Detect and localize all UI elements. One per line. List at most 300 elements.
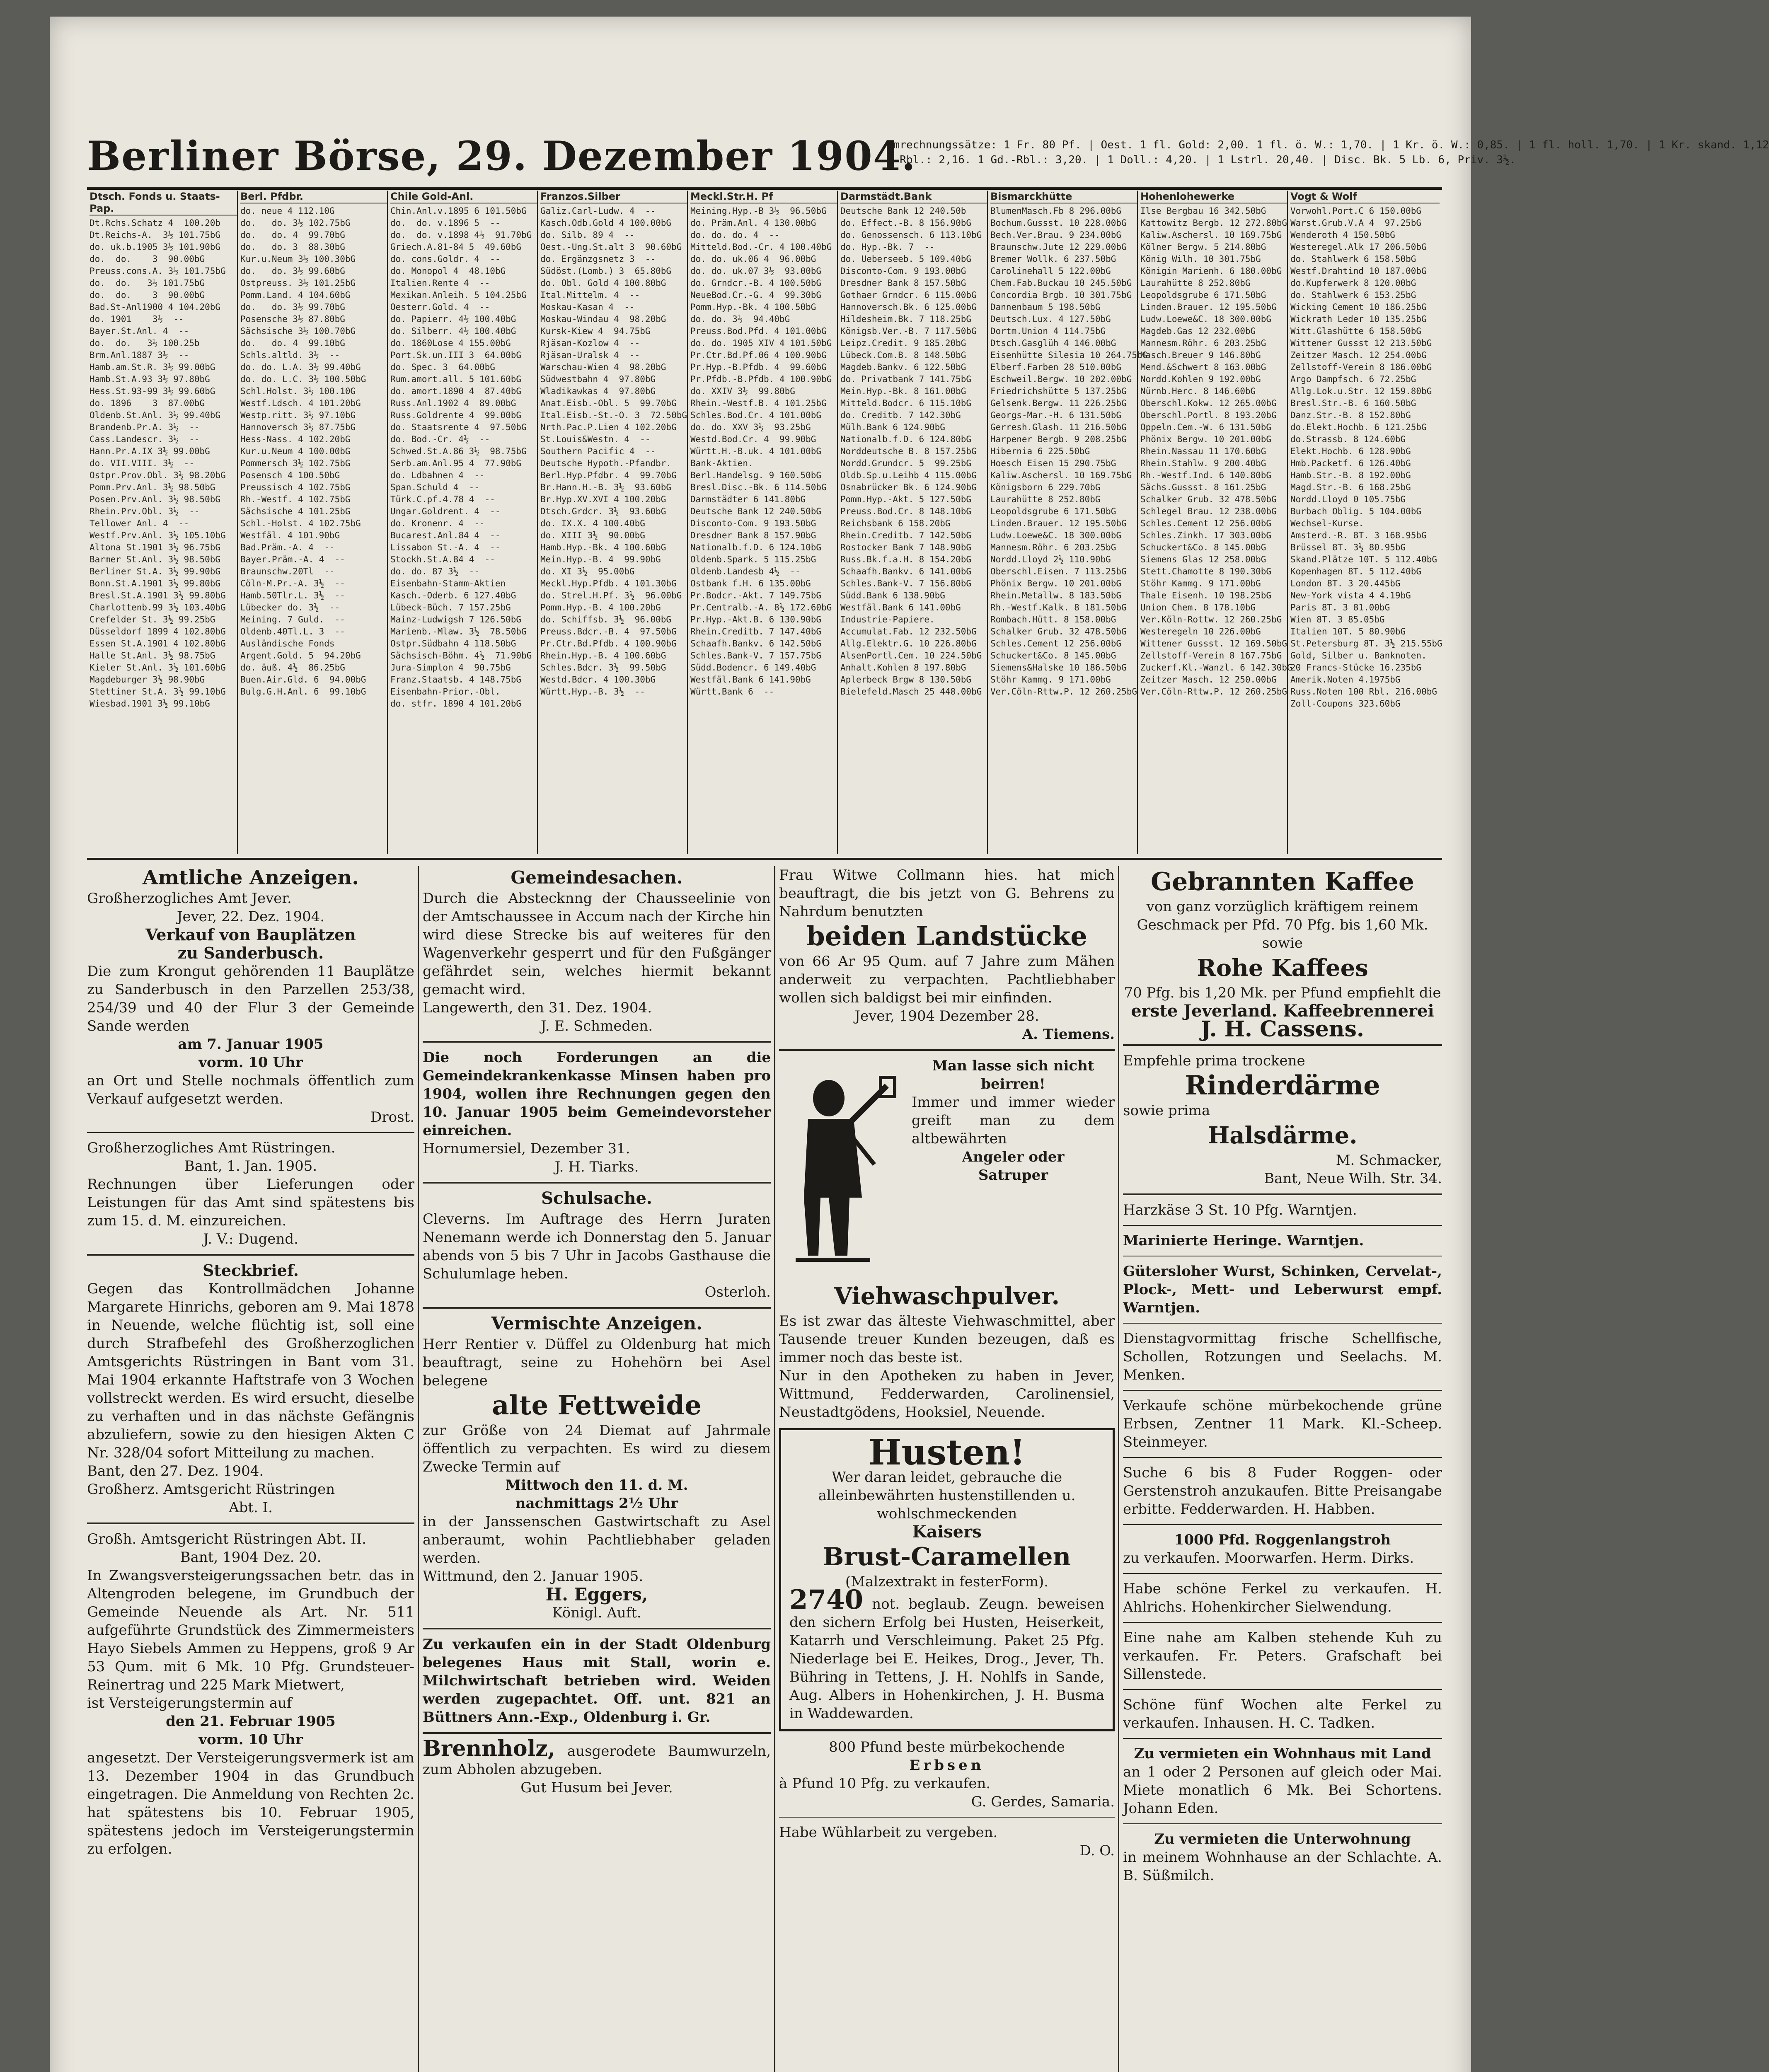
separator bbox=[1123, 1323, 1442, 1324]
table-row: Rh.-Westf.Ind. 6 140.80bG bbox=[1140, 470, 1272, 480]
table-row: Bielefeld.Masch 25 448.00bG bbox=[840, 687, 982, 697]
table-row: Linden.Brauer. 12 195.50bG bbox=[990, 518, 1127, 528]
table-row: Galiz.Carl-Ludw. 4 -- bbox=[540, 206, 656, 216]
table-row: Preuss.Bod.Pfd. 4 101.00bG bbox=[690, 326, 827, 336]
ad-line: Bant, Neue Wilh. Str. 34. bbox=[1264, 1170, 1442, 1187]
husten-ad-box bbox=[779, 1428, 1115, 1731]
table-row: do. Monopol 4 48.10bG bbox=[390, 266, 506, 276]
table-row: Zuckerf.Kl.-Wanzl. 6 142.30bG bbox=[1140, 663, 1292, 673]
table-row: Zellstoff-Verein 8 186.00bG bbox=[1290, 362, 1432, 372]
table-column-4 bbox=[537, 191, 690, 854]
separator bbox=[87, 1132, 414, 1133]
table-row: Berl.Handelsg. 9 160.50bG bbox=[690, 470, 822, 480]
ad-line: Angeler oder bbox=[962, 1149, 1065, 1165]
table-row: Bech.Ver.Brau. 9 234.00bG bbox=[990, 230, 1122, 240]
table-row: Essen St.A.1901 4 102.80bG bbox=[90, 639, 226, 649]
table-row: Skand.Plätze 10T. 5 112.40bG bbox=[1290, 554, 1437, 564]
table-row: Schaafh.Bankv. 6 142.50bG bbox=[690, 639, 822, 649]
table-row: Argent.Gold. 5 94.20bG bbox=[240, 651, 361, 661]
table-row: Wechsel-Kurse. bbox=[1290, 518, 1364, 528]
table-row: Nordd.Lloyd 0 105.75bG bbox=[1290, 494, 1406, 504]
ad-big-text: Gebrannten Kaffee bbox=[1150, 867, 1415, 896]
ad-body: angesetzt. Der Versteigerungsvermerk ist am 13. Dezember 1904 in das Grundbuch eingetragen. Die Anmeldung von Rechten 2c. hat spätestens bis 10. Februar 1905, spätestens jedoch im Versteigerungstermin zu erfolgen. bbox=[87, 1750, 414, 1857]
table-row: Kaliw.Aschersl. 10 169.75bG bbox=[1140, 230, 1282, 240]
table-row: Preussisch 4 102.75bG bbox=[240, 482, 351, 492]
table-row: Paris 8T. 3 81.00bG bbox=[1290, 603, 1390, 612]
table-row: Hannoversch.Bk. 6 125.00bG bbox=[840, 302, 977, 312]
table-row: Hann.Pr.A.IX 3½ 99.00bG bbox=[90, 446, 210, 456]
separator bbox=[87, 1254, 414, 1256]
table-row: Jura-Simplon 4 90.75bG bbox=[390, 663, 511, 673]
table-row: Mannesm.Röhr. 6 203.25bG bbox=[1140, 338, 1266, 348]
table-row: Sächsische 4 101.25bG bbox=[240, 506, 351, 516]
table-row: do. do. 4 99.10bG bbox=[240, 338, 345, 348]
table-column-3 bbox=[387, 191, 540, 854]
ad-body: Frau Witwe Collmann hies. hat mich beauftragt, die bis jetzt von G. Behrens zu Nahrdum benutzten bbox=[779, 867, 1115, 920]
table-row: Bresl.St.A.1901 3½ 99.80bG bbox=[90, 591, 226, 600]
ad-line: Bant, 1. Jan. 1905. bbox=[184, 1158, 317, 1174]
table-row: Hamb.Hyp.-Bk. 4 100.60bG bbox=[540, 542, 666, 552]
table-row: Elekt.Hochb. 6 128.90bG bbox=[1290, 446, 1411, 456]
table-row: do. do. 3½ 94.40bG bbox=[690, 314, 790, 324]
table-row: Eisenbahn-Prior.-Obl. bbox=[390, 687, 501, 697]
table-row: Altona St.1901 3½ 96.75bG bbox=[90, 542, 221, 552]
table-rows bbox=[540, 205, 688, 698]
table-row: do. Präm.Anl. 4 130.00bG bbox=[690, 218, 816, 228]
table-row: Preuss.Bod.Cr. 8 148.10bG bbox=[840, 506, 972, 516]
table-row: Hess.St.93-99 3½ 99.60bG bbox=[90, 386, 215, 396]
table-row: Wittener Gussst 12 213.50bG bbox=[1290, 338, 1432, 348]
table-row: Oesterr.Gold. 4 -- bbox=[390, 302, 490, 312]
table-row: Deutsche Bank 12 240.50bG bbox=[690, 506, 822, 516]
table-row: London 8T. 3 20.445bG bbox=[1290, 579, 1401, 588]
table-row: Ostpr.Südbahn 4 118.50bG bbox=[390, 639, 516, 649]
table-row: Posen.Prv.Anl. 3½ 98.50bG bbox=[90, 494, 221, 504]
table-row: AlsenPortl.Cem. 10 224.50bG bbox=[840, 651, 982, 661]
table-row: Masch.Breuer 9 146.80bG bbox=[1140, 350, 1261, 360]
ad-signature: Drost. bbox=[370, 1109, 414, 1126]
table-row: Schls.altld. 3½ -- bbox=[240, 350, 340, 360]
table-column-header: Dtsch. Fonds u. Staats-Pap. bbox=[90, 191, 237, 215]
table-row: Sächsisch-Böhm. 4½ 71.90bG bbox=[390, 651, 532, 661]
table-row: Oldenb.St.Anl. 3½ 99.40bG bbox=[90, 410, 221, 420]
table-row: Dresdner Bank 8 157.50bG bbox=[840, 278, 966, 288]
table-row: König Wilh. 10 301.75bG bbox=[1140, 254, 1261, 264]
table-row: do. XXIV 3½ 99.80bG bbox=[690, 386, 795, 396]
table-row: Kaliw.Aschersl. 10 169.75bG bbox=[990, 470, 1132, 480]
table-row: Hamb.am.St.R. 3½ 99.00bG bbox=[90, 362, 215, 372]
table-row: Nordd.Kohlen 9 192.00bG bbox=[1140, 374, 1261, 384]
table-row: Berl.Hyp.Pfdbr. 4 99.70bG bbox=[540, 470, 677, 480]
table-row: Lissabon St.-A. 4 -- bbox=[390, 542, 501, 552]
rates-line-2: 1 Rbl.: 2,16. 1 Gd.-Rbl.: 3,20. | 1 Doll.: 4,20. | 1 Lstrl. 20,40. | Disc. Bk. 5 Lb. 6, Priv. 3½. bbox=[887, 154, 1516, 166]
ad-big-text: Viehwaschpulver. bbox=[834, 1283, 1060, 1310]
table-row: Mülh.Bank 6 124.90bG bbox=[840, 422, 945, 432]
table-row: Italien.Rente 4 -- bbox=[390, 278, 490, 288]
table-row: Schl.-Holst. 4 102.75bG bbox=[240, 518, 361, 528]
ad-body: in der Janssenschen Gastwirtschaft zu Asel anberaumt, wohin Pachtliebhaber geladen werden. bbox=[423, 1513, 771, 1566]
table-row: do. 1860Lose 4 155.00bG bbox=[390, 338, 511, 348]
table-row: Hmb.Packetf. 6 126.40bG bbox=[1290, 458, 1411, 468]
table-column-7 bbox=[987, 191, 1148, 854]
table-column-8 bbox=[1137, 191, 1290, 854]
table-row: Nrth.Pac.P.Lien 4 102.20bG bbox=[540, 422, 677, 432]
table-row: Rh.-Westf.Kalk. 8 181.50bG bbox=[990, 603, 1127, 612]
ad-body: Dienstagvormittag frische Schellfische, Schollen, Rotzungen und Seelachs. M. Menken. bbox=[1123, 1330, 1442, 1383]
ad-body: Suche 6 bis 8 Fuder Roggen- oder Gerstenstroh anzukaufen. Bitte Preisangabe erbitte. Fedderwarden. H. Habben. bbox=[1123, 1464, 1442, 1518]
ad-signature: Gut Husum bei Jever. bbox=[520, 1779, 673, 1796]
table-rows bbox=[840, 205, 988, 698]
table-row: Russ.Noten 100 Rbl. 216.00bG bbox=[1290, 687, 1437, 697]
table-row: Südd.Bank 6 138.90bG bbox=[840, 591, 945, 600]
separator bbox=[779, 1049, 1115, 1051]
table-column-header: Franzos.Silber bbox=[540, 191, 688, 203]
table-row: do. uk.b.1905 3½ 101.90bG bbox=[90, 242, 221, 252]
table-row: Sächsische 3½ 100.70bG bbox=[240, 326, 356, 336]
table-row: Carolinehall 5 122.00bG bbox=[990, 266, 1111, 276]
ad-line: zu Sanderbusch. bbox=[177, 944, 324, 962]
table-row: Zoll-Coupons 323.60bG bbox=[1290, 699, 1401, 709]
table-row: Marienb.-Mlaw. 3½ 78.50bG bbox=[390, 627, 527, 637]
ad-body: in meinem Wohnhause an der Schlachte. A. B. Süßmilch. bbox=[1123, 1849, 1442, 1884]
table-row: Wenderoth 4 150.50bG bbox=[1290, 230, 1395, 240]
table-row: do. Hyp.-Bk. 7 -- bbox=[840, 242, 935, 252]
table-row: do. do. L.C. 3½ 100.50bG bbox=[240, 374, 366, 384]
ad-body: Wer daran leidet, gebrauche die alleinbewährten hustenstillenden u. wohlschmeckenden bbox=[818, 1469, 1076, 1522]
ad-signature: H. Eggers, bbox=[545, 1584, 648, 1605]
table-row: Deutsch.Lux. 4 127.50bG bbox=[990, 314, 1111, 324]
table-row: Rhein.Metallw. 8 183.50bG bbox=[990, 591, 1122, 600]
separator bbox=[423, 1182, 771, 1184]
table-row: do. do. do. 4 -- bbox=[690, 230, 779, 240]
table-row: Kopenhagen 8T. 5 112.40bG bbox=[1290, 566, 1422, 576]
table-row: Hamb.Str.-B. 8 192.00bG bbox=[1290, 470, 1411, 480]
table-row: Phönix Bergw. 10 201.00bG bbox=[990, 579, 1122, 588]
table-row: Nationalb.f.D. 6 124.10bG bbox=[690, 542, 822, 552]
ads-column-1 bbox=[87, 866, 414, 2072]
table-row: Tellower Anl. 4 -- bbox=[90, 518, 189, 528]
table-bottom-rule bbox=[87, 858, 1442, 860]
ad-line: Königl. Auft. bbox=[552, 1605, 641, 1621]
table-row: Posensch 4 100.50bG bbox=[240, 470, 340, 480]
table-row: do. neue 4 112.10G bbox=[240, 206, 335, 216]
ads-column-3 bbox=[779, 866, 1115, 2072]
table-row: Westf.Prv.Anl. 3½ 105.10bG bbox=[90, 530, 226, 540]
table-row: Lübeck-Büch. 7 157.25bG bbox=[390, 603, 511, 612]
table-row: Leopoldsgrube 6 171.50bG bbox=[990, 506, 1116, 516]
table-rows bbox=[390, 205, 538, 710]
ad-big-text: Rinderdärme bbox=[1185, 1070, 1380, 1101]
ad-line: nachmittags 2½ Uhr bbox=[515, 1495, 678, 1512]
table-row: Mainz-Ludwigsh 7 126.50bG bbox=[390, 615, 522, 625]
ad-body: Die noch Forderungen an die Gemeindekrankenkasse Minsen haben pro 1904, wollen ihre Rechnungen gegen den 10. Januar 1905 beim Gemeindevorsteher einreichen. bbox=[423, 1049, 771, 1139]
ad-line: beirren! bbox=[981, 1076, 1045, 1092]
table-row: do. Grndcr.-B. 4 100.50bG bbox=[690, 278, 822, 288]
table-row: do. IX.X. 4 100.40bG bbox=[540, 518, 645, 528]
table-row: Mein.Hyp.-B. 4 99.90bG bbox=[540, 554, 661, 564]
table-row: Kur.u.Neum 4 100.00bG bbox=[240, 446, 351, 456]
table-row: Bad.Präm.-A. 4 -- bbox=[240, 542, 335, 552]
table-rows bbox=[90, 217, 237, 710]
table-row: Georgs-Mar.-H. 6 131.50bG bbox=[990, 410, 1122, 420]
ad-line: Großh. Amtsgericht Rüstringen Abt. II. bbox=[87, 1531, 366, 1547]
table-row: Pomm.Land. 4 104.60bG bbox=[240, 290, 351, 300]
table-row: Cöln-M.Pr.-A. 3½ -- bbox=[240, 579, 345, 588]
table-row: Crefelder St. 3½ 99.25bG bbox=[90, 615, 215, 625]
table-row: do. Stahlwerk 6 153.25bG bbox=[1290, 290, 1416, 300]
table-row: Preuss.cons.A. 3½ 101.75bG bbox=[90, 266, 226, 276]
table-row: Bucarest.Anl.84 4 -- bbox=[390, 530, 501, 540]
table-row: do. do. 4 99.70bG bbox=[240, 230, 345, 240]
separator bbox=[1123, 1738, 1442, 1739]
table-rows bbox=[1290, 205, 1440, 710]
table-row: Nordd.Grundcr. 5 99.25bG bbox=[840, 458, 972, 468]
table-row: do. do. 3½ 101.75bG bbox=[90, 278, 205, 288]
separator bbox=[1123, 1390, 1442, 1391]
ad-body: Durch die Abstecknng der Chausseelinie von der Amtschaussee in Accum nach der Kirche hin wird diese Strecke bis auf weiteres für den Wagenverkehr gesperrt und für den Fußgänger gefährdet sein, welches hiermit bekannt gemacht wird. bbox=[423, 890, 771, 998]
separator bbox=[1123, 1225, 1442, 1226]
table-column-2 bbox=[237, 191, 390, 854]
table-row: Aplerbeck Brgw 8 130.50bG bbox=[840, 675, 972, 685]
lamplighter-figure-icon bbox=[779, 1061, 903, 1276]
table-row: do. stfr. 1890 4 101.20bG bbox=[390, 699, 522, 709]
ad-line: Kaisers bbox=[912, 1522, 982, 1542]
table-row: Meckl.Hyp.Pfdb. 4 101.30bG bbox=[540, 579, 677, 588]
table-row: Braunschw.20Tl -- bbox=[240, 566, 335, 576]
table-row: Schwed.St.A.86 3½ 98.75bG bbox=[390, 446, 527, 456]
table-row: do. do. uk.06 4 96.00bG bbox=[690, 254, 816, 264]
ad-line: Hornumersiel, Dezember 31. bbox=[423, 1140, 630, 1157]
ad-line: Bant, 1904 Dez. 20. bbox=[180, 1549, 322, 1566]
table-row: Rhein.Hyp.-B. 4 100.60bG bbox=[540, 651, 666, 661]
table-row: do. do. 3½ 102.75bG bbox=[240, 218, 351, 228]
ad-line: à Pfund 10 Pfg. zu verkaufen. bbox=[779, 1775, 991, 1792]
table-row: do. do. uk.07 3½ 93.00bG bbox=[690, 266, 822, 276]
table-row: Disconto-Com. 9 193.50bG bbox=[690, 518, 816, 528]
table-row: Preuss.Bdcr.-B. 4 97.50bG bbox=[540, 627, 677, 637]
table-row: do. Kronenr. 4 -- bbox=[390, 518, 485, 528]
table-row: Westfäl. 4 101.90bG bbox=[240, 530, 340, 540]
table-column-header: Meckl.Str.H. Pf bbox=[690, 191, 838, 203]
table-row: Oberschl.Portl. 8 193.20bG bbox=[1140, 410, 1277, 420]
table-row: Zeitzer Masch. 12 254.00bG bbox=[1290, 350, 1427, 360]
ad-line: Zu vermieten ein Wohnhaus mit Land bbox=[1134, 1745, 1431, 1762]
ad-line: Bant, den 27. Dez. 1904. bbox=[87, 1463, 264, 1479]
separator bbox=[1123, 1524, 1442, 1525]
table-row: Berliner St.A. 3½ 99.90bG bbox=[90, 566, 221, 576]
ad-big-text: Husten! bbox=[869, 1432, 1025, 1473]
table-row: Wladikawkas 4 97.80bG bbox=[540, 386, 656, 396]
table-row: Norddeutsche B. 8 157.25bG bbox=[840, 446, 977, 456]
ad-body: Nur in den Apotheken zu haben in Jever, Wittmund, Fedderwarden, Carolinensiel, Neustadtgödens, Hooksiel, Neuende. bbox=[779, 1368, 1115, 1421]
table-row: Hamb.St.A.93 3½ 97.80bG bbox=[90, 374, 210, 384]
table-row: Barmer St.Anl. 3½ 98.50bG bbox=[90, 554, 221, 564]
table-row: do. VII.VIII. 3½ -- bbox=[90, 458, 194, 468]
table-row: Ostpreuss. 3½ 101.25bG bbox=[240, 278, 356, 288]
exchange-rates bbox=[887, 138, 1769, 167]
ad-big-text: beiden Landstücke bbox=[806, 921, 1087, 952]
ad-signature: M. Schmacker, bbox=[1336, 1152, 1442, 1169]
table-row: Pomm.Hyp.-B. 4 100.20bG bbox=[540, 603, 661, 612]
table-row: Gelsenk.Bergw. 11 226.25bG bbox=[990, 398, 1127, 408]
table-row: Dt.Reichs-A. 3½ 101.75bG bbox=[90, 230, 221, 240]
section-heading: Amtliche Anzeigen. bbox=[143, 866, 359, 889]
masthead bbox=[87, 133, 1769, 195]
table-row: do. Obl. Gold 4 100.80bG bbox=[540, 278, 666, 288]
ad-line: Man lasse sich nicht bbox=[932, 1058, 1094, 1074]
ad-body: Zu verkaufen ein in der Stadt Oldenburg belegenes Haus mit Stall, worin e. Milchwirtschaft betrieben wird. Weiden werden zugepachtet. Off. unt. 821 an Büttners Ann.-Exp., Oldenburg i. Gr. bbox=[423, 1636, 771, 1726]
table-column-header: Chile Gold-Anl. bbox=[390, 191, 538, 203]
table-row: Siemens&Halske 10 186.50bG bbox=[990, 663, 1127, 673]
table-row: Kattowitz Bergb. 12 272.80bG bbox=[1140, 218, 1287, 228]
table-rows bbox=[690, 205, 838, 698]
table-row: Westd.Bdcr. 4 100.30bG bbox=[540, 675, 656, 685]
table-row: Oldenb.40Tl.L. 3 -- bbox=[240, 627, 345, 637]
table-row: Westd.Bod.Cr. 4 99.90bG bbox=[690, 434, 816, 444]
table-row: Charlottenb.99 3½ 103.40bG bbox=[90, 603, 226, 612]
table-rows bbox=[1140, 205, 1292, 698]
newspaper-page bbox=[50, 17, 1769, 2072]
table-row: Halle St.Anl. 3½ 98.75bG bbox=[90, 651, 215, 661]
table-rows bbox=[990, 205, 1148, 698]
table-row: Ausländische Fonds bbox=[240, 639, 335, 649]
table-row: Laurahütte 8 252.80bG bbox=[1140, 278, 1251, 288]
separator bbox=[1123, 1044, 1442, 1046]
table-row: Concordia Brgb. 10 301.75bG bbox=[990, 290, 1132, 300]
table-row: Türk.C.pf.4.78 4 -- bbox=[390, 494, 495, 504]
table-row: Meining.Hyp.-B 3½ 96.50bG bbox=[690, 206, 827, 216]
table-row: Württ.H.-B.uk. 4 101.00bG bbox=[690, 446, 822, 456]
ad-body: von 66 Ar 95 Qum. auf 7 Jahre zum Mähen anderweit zu verpachten. Pachtliebhaber wollen sich baldigst bei mir einfinden. bbox=[779, 953, 1115, 1006]
table-row: Nationalb.f.D. 6 124.80bG bbox=[840, 434, 972, 444]
table-row: Oest.-Ung.St.alt 3 90.60bG bbox=[540, 242, 682, 252]
table-column-1 bbox=[87, 191, 240, 854]
table-row: Brüssel 8T. 3½ 80.95bG bbox=[1290, 542, 1406, 552]
ad-body: an 1 oder 2 Personen auf gleich oder Mai. Miete monatlich 6 Mk. Bei Schortens. Johann Eden. bbox=[1123, 1764, 1442, 1817]
table-row: Pr.Hyp.-Akt.B. 6 130.90bG bbox=[690, 615, 822, 625]
table-row: Italien 10T. 5 80.90bG bbox=[1290, 627, 1406, 637]
table-row: Bresl.Disc.-Bk. 6 114.50bG bbox=[690, 482, 827, 492]
table-row: Phönix Bergw. 10 201.00bG bbox=[1140, 434, 1272, 444]
ad-heading: Steckbrief. bbox=[202, 1261, 299, 1280]
table-row: do. Spec. 3 64.00bG bbox=[390, 362, 495, 372]
table-row: 20 Francs-Stücke 16.235bG bbox=[1290, 663, 1422, 673]
table-row: Hannoversch 3½ 87.75bG bbox=[240, 422, 356, 432]
table-row: Schl.Holst. 3½ 100.10G bbox=[240, 386, 356, 396]
ad-big-text: alte Fettweide bbox=[492, 1390, 702, 1421]
table-row: Pr.Centralb.-A. 8½ 172.60bG bbox=[690, 603, 832, 612]
table-row: Bulg.G.H.Anl. 6 99.10bG bbox=[240, 687, 366, 697]
ad-body: not. beglaub. Zeugn. beweisen den sichern Erfolg bei Husten, Heiserkeit, Katarrh und Verschleimung. Paket 25 Pfg. Niederlage bei E. Heikes, Drog., Jever, Th. Bühring in Tettens, J. H. Nohlfs in Sande, Aug. Albers in Hohenkirchen, J. H. Busma in Waddewarden. bbox=[789, 1596, 1105, 1722]
column-rule bbox=[774, 866, 775, 2072]
table-row: do. cons.Goldr. 4 -- bbox=[390, 254, 501, 264]
table-row: Württ.Hyp.-B. 3½ -- bbox=[540, 687, 645, 697]
separator bbox=[87, 1523, 414, 1524]
table-row: Königsb.Ver.-B. 7 117.50bG bbox=[840, 326, 977, 336]
column-rule bbox=[1118, 866, 1119, 2072]
ad-body: Herr Rentier v. Düffel zu Oldenburg hat mich beauftragt, seine zu Hohehörn bei Asel belegene bbox=[423, 1336, 771, 1389]
table-row: Oberschl.Kokw. 12 265.00bG bbox=[1140, 398, 1277, 408]
table-row: Schles.Bank-V. 7 156.80bG bbox=[840, 579, 972, 588]
ad-line: Satruper bbox=[978, 1167, 1048, 1184]
ad-body: Verkaufe schöne mürbekochende grüne Erbsen, Zentner 11 Mark. Kl.-Scheep. Steinmeyer. bbox=[1123, 1397, 1442, 1450]
table-row: Bremer Wollk. 6 237.50bG bbox=[990, 254, 1116, 264]
table-row: Schles.Zinkh. 17 303.00bG bbox=[1140, 530, 1272, 540]
ad-line: Großherz. Amtsgericht Rüstringen bbox=[87, 1481, 335, 1498]
table-row: do. Ueberseeb. 5 109.40bG bbox=[840, 254, 972, 264]
table-row: Sächs.Gussst. 8 161.25bG bbox=[1140, 482, 1266, 492]
ads-column-4 bbox=[1123, 866, 1442, 2072]
table-row: Wickrath Leder 10 135.25bG bbox=[1290, 314, 1427, 324]
ad-line: Erbsen bbox=[909, 1757, 985, 1774]
table-row: Russ.Goldrente 4 99.00bG bbox=[390, 410, 522, 420]
table-row: Ilse Bergbau 16 342.50bG bbox=[1140, 206, 1266, 216]
table-row: Oppeln.Cem.-W. 6 131.50bG bbox=[1140, 422, 1272, 432]
table-row: do. XI 3½ 95.00bG bbox=[540, 566, 635, 576]
table-row: do. do. 3 88.30bG bbox=[240, 242, 345, 252]
table-row: Union Chem. 8 178.10bG bbox=[1140, 603, 1256, 612]
table-row: Dtsch.Gasglüh 4 146.00bG bbox=[990, 338, 1116, 348]
ad-line: Wittmund, den 2. Januar 1905. bbox=[423, 1568, 644, 1585]
table-row: Stöhr Kammg. 9 171.00bG bbox=[1140, 579, 1261, 588]
section-heading: Gemeindesachen. bbox=[511, 867, 683, 888]
table-row: do. Creditb. 7 142.30bG bbox=[840, 410, 961, 420]
table-row: do. Ldbahnen 4 -- bbox=[390, 470, 485, 480]
table-row: Gothaer Grndcr. 6 115.00bG bbox=[840, 290, 977, 300]
table-row: Zellstoff-Verein 8 167.75bG bbox=[1140, 651, 1282, 661]
table-row: do.Elekt.Hochb. 6 121.25bG bbox=[1290, 422, 1427, 432]
table-row: Burbach Oblig. 5 104.00bG bbox=[1290, 506, 1422, 516]
table-row: Anat.Eisb.-Obl. 5 99.70bG bbox=[540, 398, 677, 408]
separator bbox=[1123, 1823, 1442, 1824]
separator bbox=[1123, 1573, 1442, 1574]
table-row: Mitteld.Bod.-Cr. 4 100.40bG bbox=[690, 242, 832, 252]
table-row: Darmstädter 6 141.80bG bbox=[690, 494, 806, 504]
ad-body: Gütersloher Wurst, Schinken, Cervelat-, Plock-, Mett- und Leberwurst empf. Warntjen. bbox=[1123, 1263, 1442, 1316]
table-row: Schaafh.Bankv. 6 141.00bG bbox=[840, 566, 972, 576]
section-heading: Schulsache. bbox=[541, 1188, 652, 1208]
table-row: do. Effect.-B. 8 156.90bG bbox=[840, 218, 972, 228]
table-row: do. äuß. 4½ 86.25bG bbox=[240, 663, 345, 673]
ad-line: am 7. Januar 1905 bbox=[178, 1036, 324, 1053]
section-heading: Vermischte Anzeigen. bbox=[491, 1313, 702, 1334]
table-row: do. Privatbank 7 141.75bG bbox=[840, 374, 972, 384]
table-row: do. Genossensch. 6 113.10bG bbox=[840, 230, 982, 240]
table-row: do. do. 3½ 99.70bG bbox=[240, 302, 345, 312]
table-row: do. do. 87 3½ -- bbox=[390, 566, 479, 576]
table-row: Allg.Lok.u.Str. 12 159.80bG bbox=[1290, 386, 1432, 396]
table-column-header: Vogt & Wolf bbox=[1290, 191, 1440, 203]
ad-signature: A. Tiemens. bbox=[1022, 1026, 1115, 1043]
table-row: do. Silberr. 4½ 100.40bG bbox=[390, 326, 516, 336]
table-row: Deutsche Bank 12 240.50b bbox=[840, 206, 966, 216]
table-row: Griech.A.81-84 5 49.60bG bbox=[390, 242, 522, 252]
ad-big-text: Brust-Caramellen bbox=[823, 1542, 1071, 1571]
table-row: do. do. L.A. 3½ 99.40bG bbox=[240, 362, 361, 372]
table-row: Ludw.Loewe&C. 18 300.00bG bbox=[1140, 314, 1272, 324]
table-row: Leipz.Credit. 9 185.20bG bbox=[840, 338, 966, 348]
table-row: Dortm.Union 4 114.75bG bbox=[990, 326, 1106, 336]
table-row: Rhein.-Westf.B. 4 101.25bG bbox=[690, 398, 827, 408]
table-row: Düsseldorf 1899 4 102.80bG bbox=[90, 627, 226, 637]
table-row: Kölner Bergw. 5 214.80bG bbox=[1140, 242, 1266, 252]
table-row: NeueBod.Cr.-G. 4 99.30bG bbox=[690, 290, 822, 300]
table-row: Warst.Grub.V.A 4 97.25bG bbox=[1290, 218, 1422, 228]
table-row: Königin Marienh. 6 180.00bG bbox=[1140, 266, 1282, 276]
table-row: Siemens Glas 12 258.00bG bbox=[1140, 554, 1266, 564]
table-row: Wicking Cement 10 186.25bG bbox=[1290, 302, 1427, 312]
ad-line: Mittwoch den 11. d. M. bbox=[505, 1477, 688, 1493]
